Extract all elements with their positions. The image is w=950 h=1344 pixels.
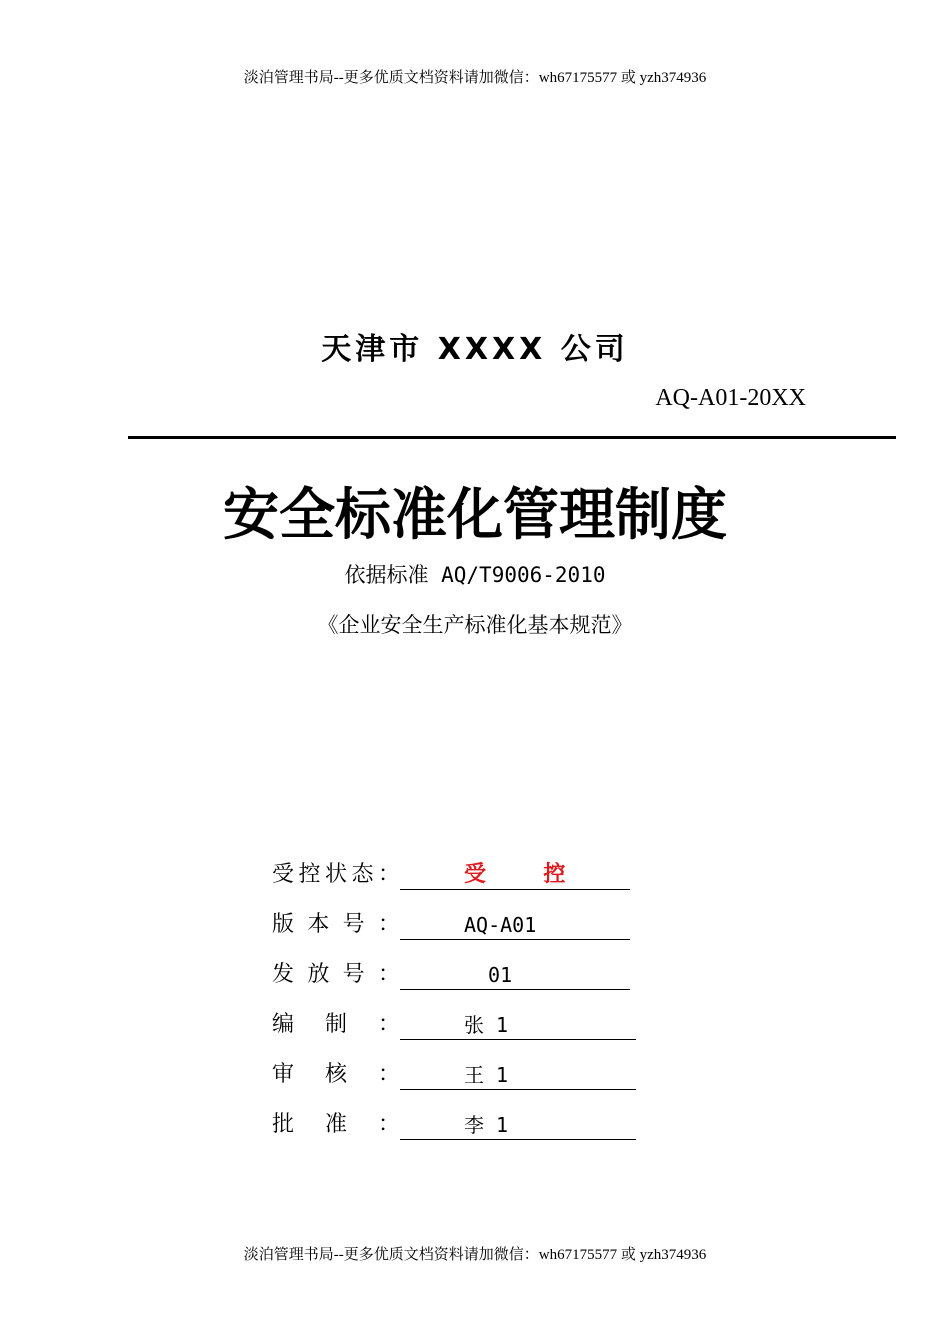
standard-name: 《企业安全生产标准化基本规范》: [317, 613, 633, 637]
field-label: 编 制 ：: [272, 1012, 400, 1037]
title-divider: [128, 436, 896, 439]
approved-by-value: 李 1: [400, 1110, 636, 1140]
field-compiled-by: [272, 1006, 636, 1040]
field-label: 发 放 号 ：: [272, 962, 400, 987]
control-status-value: 受 控: [400, 860, 630, 890]
field-label: 审 核 ：: [272, 1062, 400, 1087]
version-number-value: AQ-A01: [400, 910, 630, 940]
compiled-by-value: 张 1: [400, 1010, 636, 1040]
field-label: 受 控 状 态 ：: [272, 862, 400, 887]
field-reviewed-by: [272, 1056, 636, 1090]
field-label: 版 本 号 ：: [272, 912, 400, 937]
footer-note: 淡泊管理书局--更多优质文档资料请加微信：wh67175577 或 yzh374936: [243, 1247, 707, 1263]
basis-standard: 依据标准 AQ/T9006-2010: [344, 563, 606, 587]
document-code: AQ-A01-20XX: [655, 385, 806, 411]
company-name: 天津市 XXXX 公司: [321, 332, 629, 367]
field-control-status: [272, 856, 630, 890]
field-issue-number: [272, 956, 630, 990]
reviewed-by-value: 王 1: [400, 1060, 636, 1090]
field-label: 批 准 ：: [272, 1112, 400, 1137]
field-approved-by: [272, 1106, 636, 1140]
field-version-number: [272, 906, 630, 940]
issue-number-value: 01: [400, 960, 630, 990]
document-title: 安全标准化管理制度: [223, 483, 727, 548]
header-note: 淡泊管理书局--更多优质文档资料请加微信：wh67175577 或 yzh374936: [243, 70, 707, 86]
